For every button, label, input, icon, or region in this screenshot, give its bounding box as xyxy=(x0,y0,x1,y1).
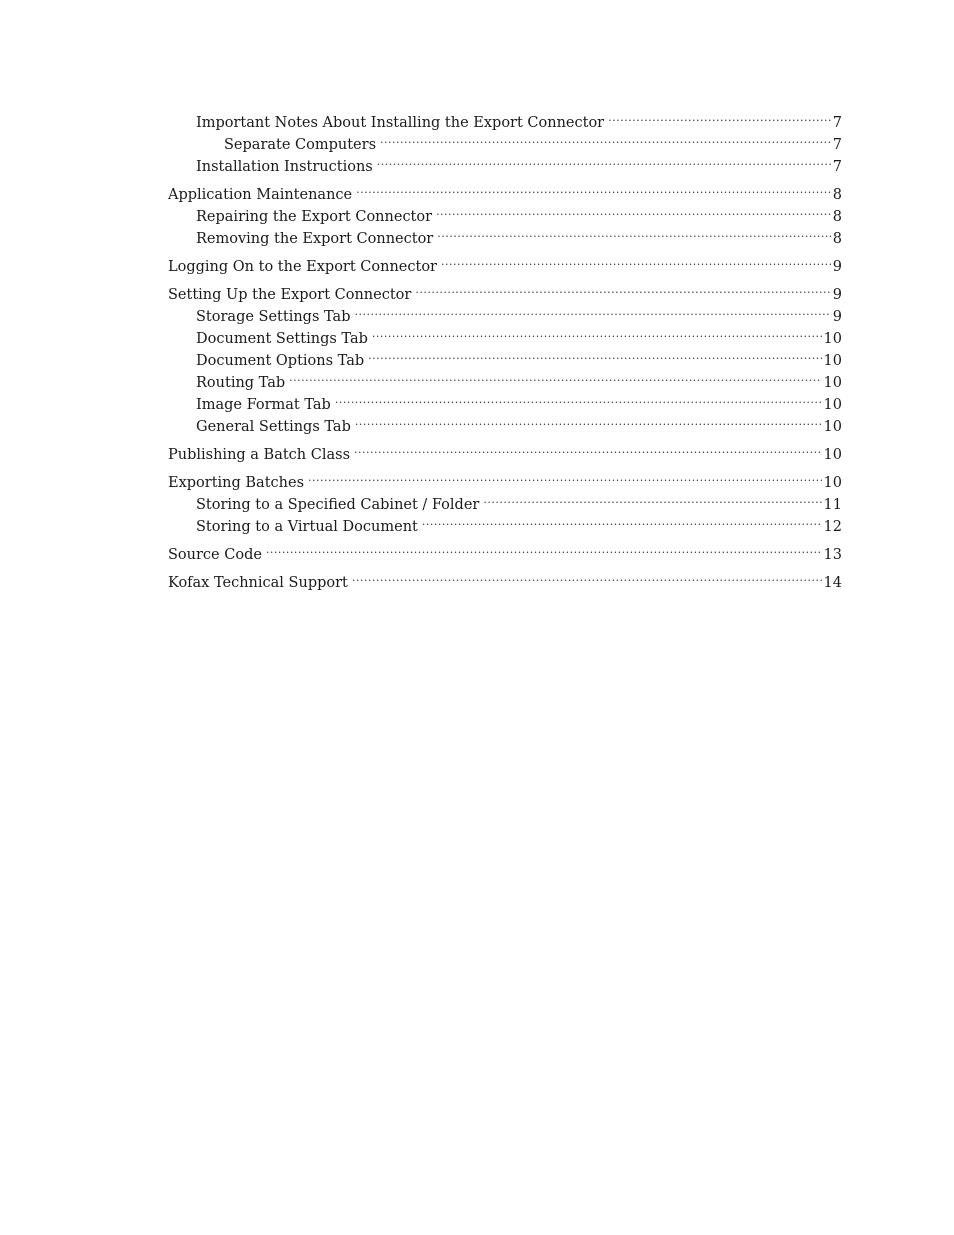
toc-dot-leader xyxy=(441,249,831,271)
toc-entry-technical-support[interactable] xyxy=(168,565,842,591)
toc-entry-title: Important Notes About Installing the Export Connector xyxy=(196,115,605,131)
toc-dot-leader xyxy=(380,127,831,149)
toc-dot-leader xyxy=(483,487,821,509)
toc-entry-publishing[interactable] xyxy=(168,437,842,463)
toc-dot-leader xyxy=(266,537,822,559)
toc-dot-leader xyxy=(335,387,822,409)
toc-dot-leader xyxy=(355,299,831,321)
toc-dot-leader xyxy=(368,343,821,365)
toc-entry-logging-on[interactable] xyxy=(168,249,842,275)
toc-dot-leader xyxy=(308,465,822,487)
toc-entry-title: Application Maintenance xyxy=(168,187,353,203)
toc-dot-leader xyxy=(415,277,830,299)
toc-entry-title: Publishing a Batch Class xyxy=(168,447,351,463)
toc-entry-title: Storing to a Virtual Document xyxy=(196,519,418,535)
toc-entry-page: 9 xyxy=(832,309,842,325)
toc-dot-leader xyxy=(289,365,821,387)
toc-entry-page: 8 xyxy=(832,187,842,203)
toc-entry-title: Routing Tab xyxy=(196,375,286,391)
toc-entry-page: 7 xyxy=(832,137,842,153)
toc-dot-leader xyxy=(354,437,822,459)
toc-dot-leader xyxy=(422,509,822,531)
toc-entry-page: 9 xyxy=(832,259,842,275)
toc-entry-title: Image Format Tab xyxy=(196,397,331,413)
toc-entry-page: 8 xyxy=(832,231,842,247)
toc-entry-setting-up[interactable] xyxy=(168,277,842,303)
toc-entry-page: 12 xyxy=(823,519,842,535)
toc-entry-title: Source Code xyxy=(168,547,262,563)
toc-entry-page: 10 xyxy=(823,397,842,413)
toc-entry-page: 10 xyxy=(823,375,842,391)
toc-dot-leader xyxy=(372,321,822,343)
toc-dot-leader xyxy=(352,565,822,587)
toc-entry-title: Storing to a Specified Cabinet / Folder xyxy=(196,497,480,513)
toc-entry-title: Document Settings Tab xyxy=(196,331,368,347)
toc-dot-leader xyxy=(355,409,822,431)
toc-entry-title: Logging On to the Export Connector xyxy=(168,259,437,275)
toc-dot-leader xyxy=(356,177,831,199)
toc-entry-title: Exporting Batches xyxy=(168,475,305,491)
toc-entry-page: 10 xyxy=(823,475,842,491)
toc-entry-page: 10 xyxy=(823,447,842,463)
toc-entry-title: Removing the Export Connector xyxy=(196,231,434,247)
toc-entry-page: 11 xyxy=(823,497,842,513)
toc-dot-leader xyxy=(436,199,831,221)
toc-entry-page: 7 xyxy=(832,115,842,131)
toc-entry-page: 10 xyxy=(823,419,842,435)
toc-entry-page: 8 xyxy=(832,209,842,225)
toc-dot-leader xyxy=(608,105,831,127)
toc-entry-page: 13 xyxy=(823,547,842,563)
table-of-contents xyxy=(168,105,842,591)
toc-entry-title: Storage Settings Tab xyxy=(196,309,351,325)
toc-entry-page: 7 xyxy=(832,159,842,175)
toc-entry-page: 9 xyxy=(832,287,842,303)
toc-entry-title: Installation Instructions xyxy=(196,159,373,175)
toc-entry-exporting-batches[interactable] xyxy=(168,465,842,491)
toc-entry-title: General Settings Tab xyxy=(196,419,351,435)
toc-entry-title: Kofax Technical Support xyxy=(168,575,348,591)
toc-entry-title: Separate Computers xyxy=(224,137,377,153)
toc-entry-page: 10 xyxy=(823,331,842,347)
toc-dot-leader xyxy=(377,149,831,171)
toc-entry-title: Repairing the Export Connector xyxy=(196,209,433,225)
toc-entry-important-notes[interactable] xyxy=(168,105,842,131)
toc-dot-leader xyxy=(437,221,831,243)
toc-entry-title: Document Options Tab xyxy=(196,353,365,369)
toc-entry-source-code[interactable] xyxy=(168,537,842,563)
toc-entry-page: 14 xyxy=(823,575,842,591)
toc-entry-title: Setting Up the Export Connector xyxy=(168,287,412,303)
toc-entry-application-maintenance[interactable] xyxy=(168,177,842,203)
toc-entry-page: 10 xyxy=(823,353,842,369)
